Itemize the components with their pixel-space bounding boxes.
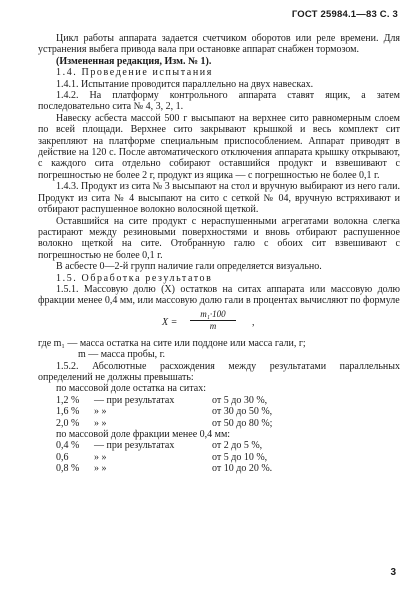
definition-m1: где m₁ — масса остатка на сите или поддоне или масса гали, г;: [38, 337, 306, 349]
tolerance-range: от 50 до 80 %;: [212, 417, 273, 429]
paragraph-visual: В асбесте 0—2-й групп наличие гали определяется визуально.: [56, 261, 322, 273]
fraction-tolerance-list: [38, 440, 400, 474]
section-1-5-heading: [38, 273, 400, 284]
list-item: [38, 440, 400, 451]
tolerance-condition: » »: [94, 417, 107, 429]
tolerance-condition: » »: [94, 463, 107, 475]
tolerance-range: от 5 до 10 %,: [212, 451, 268, 463]
page-header: ГОСТ 25984.1—83 С. 3: [291, 9, 398, 20]
tolerance-value: 0,4 %: [56, 440, 80, 452]
paragraph-remaining: Оставшийся на сите продукт с нераспушенными агрегатами волокна слегка растирают между резиновыми поверхностями и вновь отбирают распушенное волокно щеткой на сите. Отобранную галю с обоих сит взвешивают с погрешностью не более 0,1 г.: [38, 215, 400, 261]
document-body: [38, 33, 400, 475]
formula-tail: ,: [252, 316, 255, 328]
tolerance-value: 0,8 %: [56, 463, 80, 475]
sieve-tolerance-list: [38, 395, 400, 429]
tolerance-value: 2,0 %: [56, 417, 80, 429]
list-item: [38, 463, 400, 474]
fraction-intro: по массовой доле фракции менее 0,4 мм:: [56, 429, 231, 440]
definition-m: m — масса пробы, г.: [78, 349, 166, 361]
page-number: 3: [390, 567, 396, 578]
tolerance-condition: — при результатах: [94, 440, 175, 452]
tolerance-condition: — при результатах: [94, 394, 175, 406]
tolerance-range: от 5 до 30 %,: [212, 394, 268, 406]
tolerance-range: от 30 до 50 %,: [212, 406, 273, 418]
list-item: [38, 418, 400, 429]
formula-lhs: X =: [162, 316, 178, 328]
clause-1-4-1: 1.4.1. Испытание проводится параллельно на двух навесках.: [56, 78, 314, 90]
formula-denominator: m: [209, 320, 217, 331]
list-item: [38, 406, 400, 417]
formula: [38, 309, 400, 335]
tolerance-condition: » »: [94, 406, 107, 418]
tolerance-value: 1,6 %: [56, 406, 80, 418]
section-1-4-heading: [38, 67, 400, 78]
section-1-5-text: 1.5. Обработка результатов: [56, 272, 213, 284]
tolerance-value: 1,2 %: [56, 394, 80, 406]
paragraph-sample: Навеску асбеста массой 500 г высыпают на верхнее сито равномерным слоем по всей площади. Верхнее сито закрывают крышкой и весь комплект сит закрепляют на платформе специальным приспособлением. Аппарат приводят в действие на 120 с. После автоматического отключения аппарата крышку открывают, с каждого сита отдельно собирают оставшийся продукт и взвешивают с погрешностью не более 2 г, продукт из ящика — с погрешностью не более 0,1 г.: [38, 112, 400, 181]
tolerance-condition: » »: [94, 451, 107, 463]
list-item: [38, 452, 400, 463]
formula-fraction: [190, 309, 236, 331]
paragraph-cycle: Цикл работы аппарата задается счетчиком оборотов или реле времени. Для устранения выбега привода вала при остановке аппарат снабжен тормозом.: [38, 33, 400, 56]
tolerance-range: от 2 до 5 %,: [212, 440, 263, 452]
section-1-4-text: 1.4. Проведение испытания: [56, 67, 213, 79]
clause-1-4-2: 1.4.2. На платформу контрольного аппарата ставят ящик, а затем последовательно сита № 4, 3, 2, 1.: [38, 90, 400, 113]
formula-numerator: m₁·100: [190, 309, 236, 321]
sieve-intro: по массовой доле остатка на ситах:: [56, 383, 206, 395]
clause-1-5-1: 1.5.1. Массовую долю (X) остатков на ситах аппарата или массовую долю фракции менее 0,4 мм, или массовую долю гали в процентах вычисляют по формуле: [38, 283, 400, 307]
clause-1-5-2: 1.5.2. Абсолютные расхождения между результатами параллельных определений не должны превышать:: [38, 360, 400, 383]
clause-1-4-3: 1.4.3. Продукт из сита № 3 высыпают на стол и вручную выбирают из него гали. Продукт из сита № 4 высыпают на сито с сеткой № 04, вручную встряхивают и отбирают распушенное волокно волосяной щеткой.: [38, 181, 400, 216]
tolerance-value: 0,6: [56, 451, 69, 463]
tolerance-range: от 10 до 20 %.: [212, 463, 273, 475]
edition-note: (Измененная редакция, Изм. № 1).: [56, 55, 212, 67]
list-item: [38, 395, 400, 406]
